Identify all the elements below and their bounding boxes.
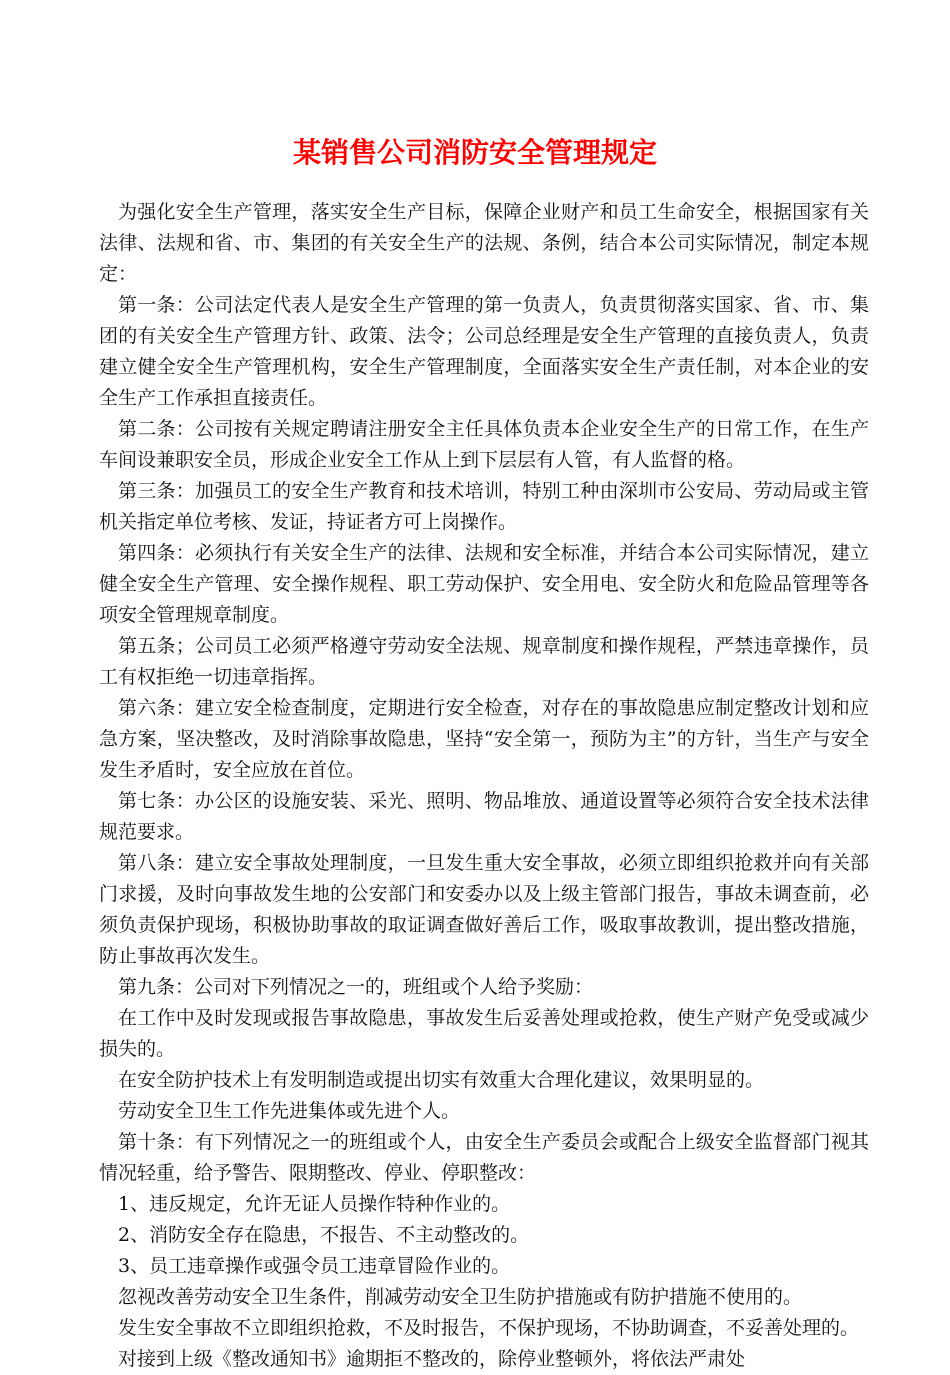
paragraph-article-6: 第六条：建立安全检查制度，定期进行安全检查，对存在的事故隐患应制定整改计划和应急方案，坚决整改，及时消除事故隐患，坚持“安全第一，预防为主”的方针，当生产与安全发生矛盾时，安全应放在首位。 <box>99 697 869 781</box>
paragraph-article-7: 第七条：办公区的设施安装、采光、照明、物品堆放、通道设置等必须符合安全技术法律规范要求。 <box>99 790 869 843</box>
document-body <box>99 197 869 1375</box>
paragraph-penalty-item: 1、违反规定，允许无证人员操作特种作业的。 <box>118 1193 511 1215</box>
paragraph-reward-item: 在安全防护技术上有发明制造或提出切实有效重大合理化建议，效果明显的。 <box>118 1069 765 1091</box>
paragraph-penalty-item: 忽视改善劳动安全卫生条件，削减劳动安全卫生防护措施或有防护措施不使用的。 <box>118 1286 803 1308</box>
paragraph-article-4: 第四条：必须执行有关安全生产的法律、法规和安全标准，并结合本公司实际情况，建立健全安全生产管理、安全操作规程、职工劳动保护、安全用电、安全防火和危险品管理等各项安全管理规章制度。 <box>99 542 869 626</box>
paragraph-preamble: 为强化安全生产管理，落实安全生产目标，保障企业财产和员工生命安全，根据国家有关法律、法规和省、市、集团的有关安全生产的法规、条例，结合本公司实际情况，制定本规定： <box>99 201 869 285</box>
paragraph-penalty-item: 3、员工违章操作或强令员工违章冒险作业的。 <box>118 1255 511 1277</box>
paragraph-article-9: 第九条：公司对下列情况之一的，班组或个人给予奖励： <box>118 976 594 998</box>
paragraph-article-1: 第一条：公司法定代表人是安全生产管理的第一负责人，负责贯彻落实国家、省、市、集团的有关安全生产管理方针、政策、法令；公司总经理是安全生产管理的直接负责人，负责建立健全安全生产管理机构，安全生产管理制度，全面落实安全生产责任制，对本企业的安全生产工作承担直接责任。 <box>99 294 869 409</box>
paragraph-article-8: 第八条：建立安全事故处理制度，一旦发生重大安全事故，必须立即组织抢救并向有关部门求援，及时向事故发生地的公安部门和安委办以及上级主管部门报告，事故未调查前，必须负责保护现场，积极协助事故的取证调查做好善后工作，吸取事故教训，提出整改措施，防止事故再次发生。 <box>99 852 869 967</box>
paragraph-article-2: 第二条：公司按有关规定聘请注册安全主任具体负责本企业安全生产的日常工作，在生产车间设兼职安全员，形成企业安全工作从上到下层层有人管，有人监督的格。 <box>99 418 869 471</box>
paragraph-penalty-item: 发生安全事故不立即组织抢救，不及时报告，不保护现场，不协助调查，不妥善处理的。 <box>118 1317 860 1339</box>
paragraph-penalty-item: 2、消防安全存在隐患，不报告、不主动整改的。 <box>118 1224 530 1246</box>
document-title: 某销售公司消防安全管理规定 <box>292 136 657 169</box>
paragraph-article-10: 第十条：有下列情况之一的班组或个人，由安全生产委员会或配合上级安全监督部门视其情况轻重，给予警告、限期整改、停业、停职整改： <box>99 1131 869 1184</box>
paragraph-reward-item: 在工作中及时发现或报告事故隐患，事故发生后妥善处理或抢救，使生产财产免受或减少损失的。 <box>99 1007 869 1060</box>
paragraph-article-5: 第五条；公司员工必须严格遵守劳动安全法规、规章制度和操作规程，严禁违章操作，员工有权拒绝一切违章指挥。 <box>99 635 869 688</box>
paragraph-article-3: 第三条：加强员工的安全生产教育和技术培训，特别工种由深圳市公安局、劳动局或主管机关指定单位考核、发证，持证者方可上岗操作。 <box>99 480 869 533</box>
paragraph-reward-item: 劳动安全卫生工作先进集体或先进个人。 <box>118 1100 461 1122</box>
paragraph-penalty-item: 对接到上级《整改通知书》逾期拒不整改的，除停业整顿外，将依法严肃处 <box>118 1348 746 1370</box>
